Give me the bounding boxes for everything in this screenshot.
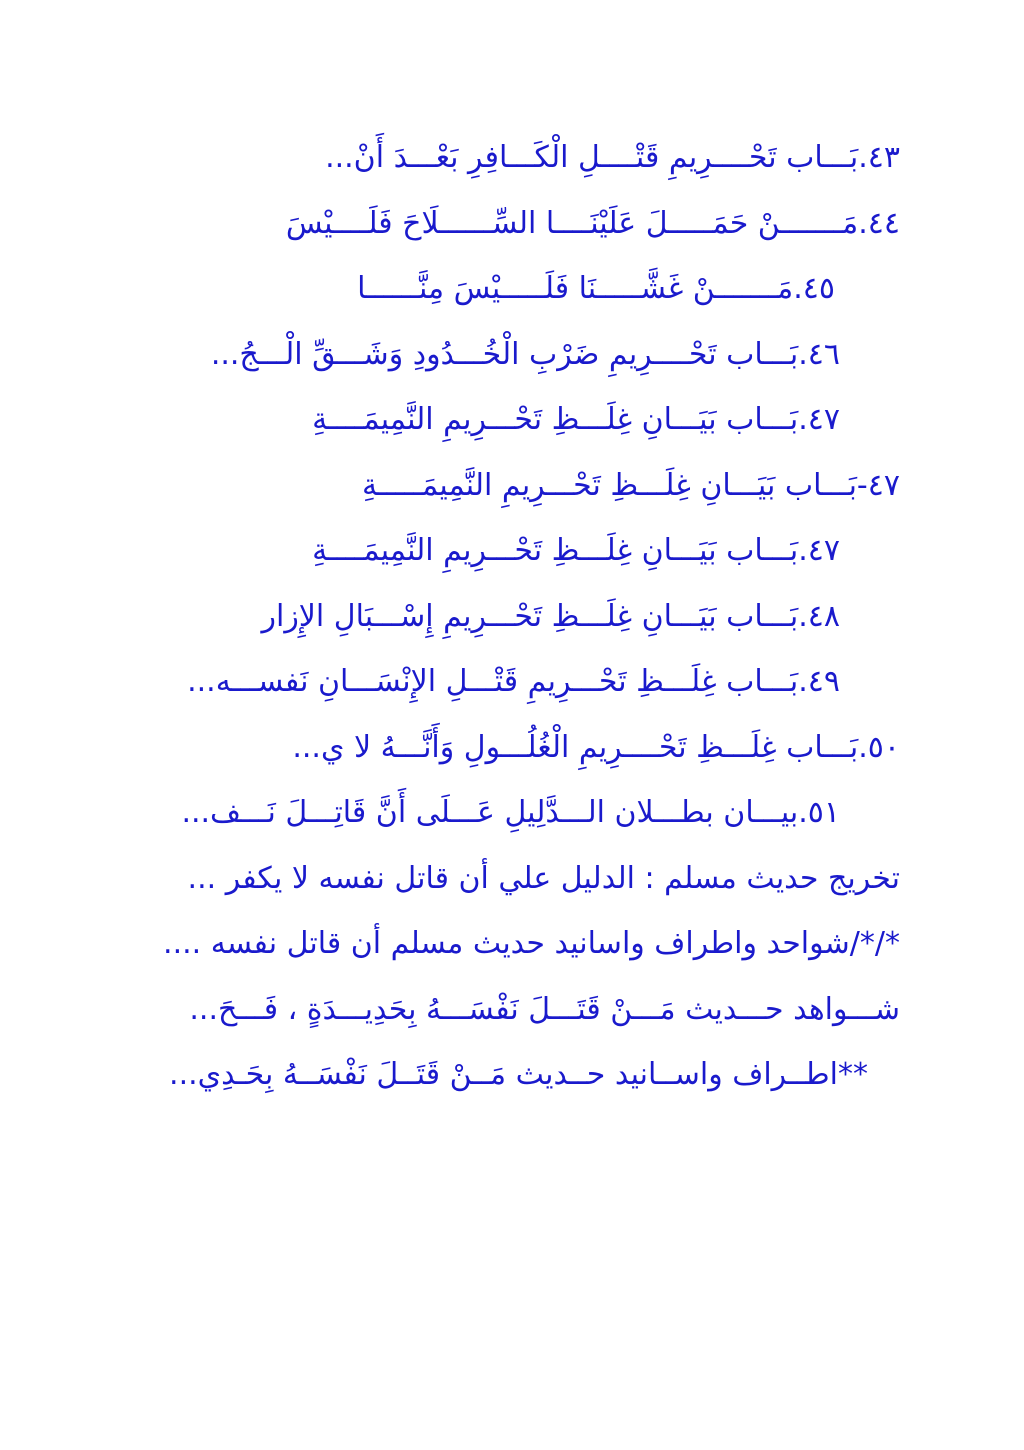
chapter-line-47c: ٤٧.بَـــاب بَيَـــانِ غِلَـــظِ تَحْـــرِيمِ النَّمِيمَــــةِ (312, 533, 840, 568)
chapter-line-50: ٥٠.بَـــاب غِلَـــظِ تَحْــــرِيمِ الْغُلُـــولِ وَأَنَّـــهُ لا ي... (292, 729, 900, 765)
chapter-line-51: ٥١.بيـــان بطـــلان الـــدَّلِيلِ عَـــلَى أَنَّ قَاتِـــلَ نَـــف... (181, 795, 840, 830)
chapter-line-49: ٤٩.بَـــاب غِلَـــظِ تَحْـــرِيمِ قَتْـــلِ الإِنْسَـــانِ نَفســـه... (187, 664, 840, 699)
hadith-takhrij-line: تخريج حديث مسلم : الدليل علي أن قاتل نفسه لا يكفر ... (187, 860, 900, 896)
shawahid-hadith-line: شـــواهد حـــديث مَـــنْ قَتَـــلَ نَفْسَـــهُ بِحَدِيـــدَةٍ ، فَـــحَ... (189, 991, 900, 1027)
chapter-list (110, 125, 900, 1108)
atraf-line: **اطــراف واســانيد حــديث مَــنْ قَتَــلَ نَفْسَــهُ بِحَـدِي... (169, 1057, 868, 1092)
shawahid-line: */*/شواحد واطراف واسانيد حديث مسلم أن قاتل نفسه .... (163, 926, 900, 961)
chapter-line-46: ٤٦.بَـــاب تَحْــــرِيمِ ضَرْبِ الْخُـــدُودِ وَشَـــقِّ الْـــجُ... (210, 336, 840, 372)
chapter-line-47a: ٤٧.بَـــاب بَيَـــانِ غِلَـــظِ تَحْـــرِيمِ النَّمِيمَــــةِ (312, 402, 840, 437)
chapter-line-48: ٤٨.بَـــاب بَيَـــانِ غِلَـــظِ تَحْـــرِيمِ إِسْـــبَالِ الإِزار (261, 598, 840, 634)
chapter-line-45: ٤٥.مَـــــــنْ غَشَّـــــنَا فَلَـــــيْسَ مِنَّــــــا (357, 271, 835, 306)
chapter-line-43: ٤٣.بَـــاب تَحْــــرِيمِ قَتْــــلِ الْكَـــافِرِ بَعْـــدَ أَنْ... (325, 140, 900, 175)
chapter-line-44: ٤٤.مَـــــــنْ حَمَـــــلَ عَلَيْنَــــا السِّــــــلَاحَ فَلَــــيْسَ (285, 205, 900, 241)
chapter-line-47b: ٤٧-بَـــاب بَيَـــانِ غِلَـــظِ تَحْـــرِيمِ النَّمِيمَـــــةِ (362, 467, 900, 503)
